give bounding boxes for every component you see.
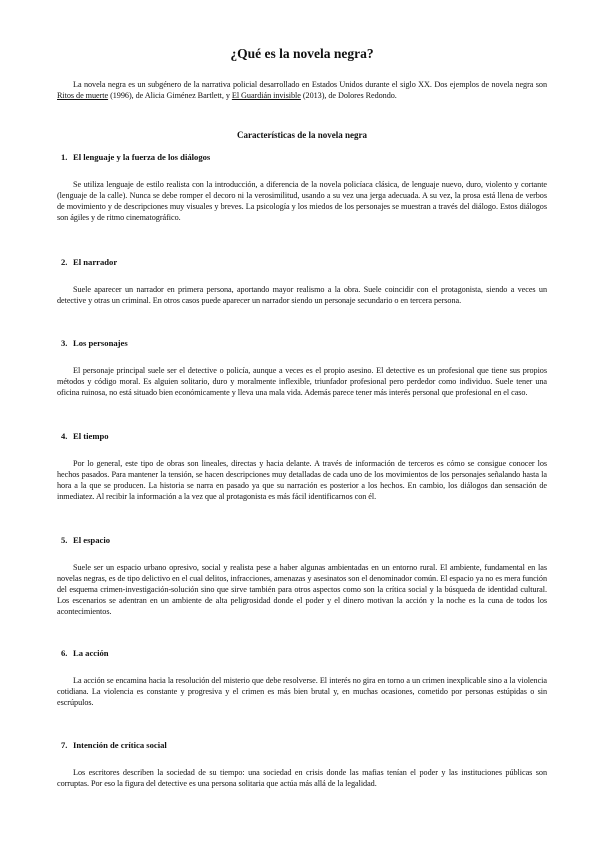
page-title: ¿Qué es la novela negra? [230, 46, 374, 61]
intro-text-1: La novela negra es un subgénero de la narrativa policial desarrollado en Estados Unidos durante el siglo XX. Dos ejemplos de novela negra son [73, 80, 547, 89]
section-number: 4. [61, 431, 68, 441]
section-heading [57, 535, 547, 546]
section-body: La acción se encamina hacia la resolución del misterio que debe resolverse. El interés no gira en torno a un crimen inexplicable sino a la violencia cotidiana. La violencia es constante y progresiva y el crimen es más bien brutal y, en muchas ocasiones, cometido por personas estúpidas o sin escrúpulos. [57, 676, 547, 707]
section-number: 3. [61, 338, 68, 348]
section-tiempo [57, 431, 547, 502]
section-number: 7. [61, 740, 68, 750]
book-title-el-guardian-invisible: El Guardián invisible [231, 91, 301, 100]
intro-text-3: (2013), de Dolores Redondo. [300, 91, 397, 100]
intro-paragraph [57, 79, 547, 101]
section-heading-text: Intención de crítica social [73, 740, 167, 750]
section-heading-text: El tiempo [73, 431, 109, 441]
section-body: Los escritores describen la sociedad de su tiempo: una sociedad en crisis donde las mafias tenían el poder y las instituciones públicas son corruptas. Por eso la figura del detective es una persona solitaria que actúa más allá de la legalidad. [57, 768, 547, 788]
section-heading-text: El espacio [73, 535, 111, 545]
section-heading-text: La acción [73, 648, 109, 658]
section-accion [57, 648, 547, 708]
section-personajes [57, 338, 547, 398]
section-heading-text: El lenguaje y la fuerza de los diálogos [73, 152, 211, 162]
section-critica-social [57, 740, 547, 789]
section-number: 2. [61, 257, 68, 267]
section-body: Suele aparecer un narrador en primera persona, aportando mayor realismo a la obra. Suele coincidir con el protagonista, siendo a veces un detective y otras un criminal. En otros casos puede aparecer un narrador siendo un personaje secundario o en tercera persona. [57, 285, 547, 305]
section-heading [57, 648, 547, 659]
intro-text-2: (1996), de Alicia Giménez Bartlett, y [108, 91, 232, 100]
section-body: Por lo general, este tipo de obras son lineales, directas y hacia delante. A través de información de terceros es cómo se consigue conocer los hechos pasados. Para mantener la tensión, se hacen descripciones muy detalladas de cada uno de los movimientos de los personajes señalando hasta la hora a la que se producen. La historia se narra en pasado ya que su narración es posterior a los hechos. En cambio, los diálogos dan sensación de inmediatez. Al recibir la información a la vez que al protagonista es más fácil identificarnos con él. [57, 459, 547, 501]
section-number: 1. [61, 152, 68, 162]
book-title-ritos-de-muerte: Ritos de muerte [57, 91, 109, 100]
section-heading-text: El narrador [73, 257, 118, 267]
section-body: Suele ser un espacio urbano opresivo, social y realista pese a haber algunas ambientadas en un entorno rural. El ambiente, fundamental en las novelas negras, es de tipo delictivo en el cual delitos, infracciones, amenazas y asesinatos son el denominador común. El espacio ya no es mera función del esquema crimen-investigación-solución sino que sirve también para otros aspectos como son la crítica social y la búsqueda de identidad cultural. Los escenarios se adentran en un ambiente de alta peligrosidad donde el poder y el dinero motivan la acción y la noche es la cuna de todos los acontecimientos. [57, 563, 547, 616]
section-title: Características de la novela negra [237, 130, 367, 140]
section-lenguaje [57, 152, 547, 223]
section-heading [57, 431, 547, 442]
section-espacio [57, 535, 547, 617]
section-heading-text: Los personajes [73, 338, 128, 348]
section-heading [57, 152, 547, 163]
section-number: 6. [61, 648, 68, 658]
section-heading [57, 338, 547, 349]
section-narrador [57, 257, 547, 306]
section-body: Se utiliza lenguaje de estilo realista con la introducción, a diferencia de la novela policíaca clásica, de lenguaje nuevo, duro, violento y cortante (lenguaje de la calle). Nunca se debe romper el decoro ni la verosimilitud, usando a su vez una jerga adecuada. A su vez, la prosa está llena de verbos de movimiento y de descripciones muy visuales y breves. La psicología y los miedos de los personajes se muestran a través del diálogo. Estos diálogos son ágiles y de ritmo cinematográfico. [57, 180, 547, 222]
section-heading [57, 740, 547, 751]
section-number: 5. [61, 535, 68, 545]
section-body: El personaje principal suele ser el detective o policía, aunque a veces es el propio asesino. El detective es un profesional que tiene sus propios métodos y código moral. Es alguien solitario, duro y moralmente inflexible, triunfador profesional pero perdedor como individuo. Suele tener una oficina ruinosa, no está situado bien económicamente y lleva una mala vida. Además parece tener más interés personal que profesional en el caso. [57, 366, 547, 397]
section-heading [57, 257, 547, 268]
